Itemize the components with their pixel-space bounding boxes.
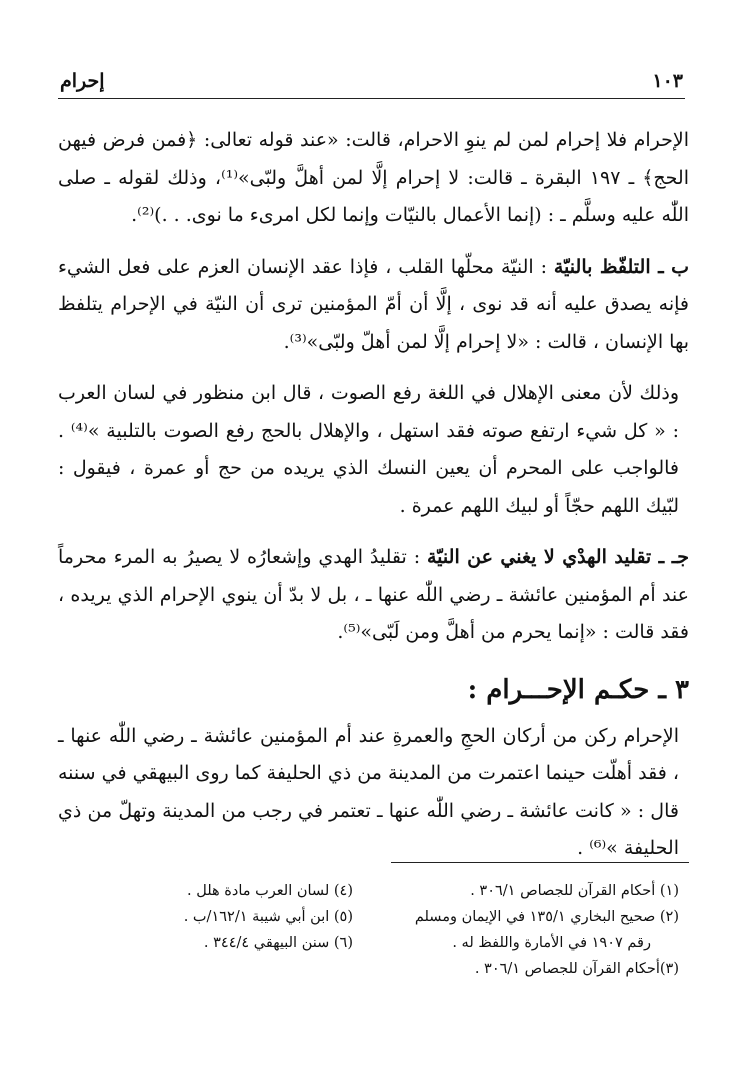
- paragraph-1: الإحرام فلا إحرام لمن لم ينوِ الاحرام، قالت: «عند قوله تعالى: ﴿فمن فرض فيهن الحج﴾ ـ ١٩٧ البقرة ـ قالت: لا إحرام إلَّا لمن أهلَّ ولبّى»⁽¹⁾، وذلك لقوله ـ صلى اللّٰه عليه وسلَّم ـ : (إنما الأعمال بالنيّات وإنما لكل امرىء ما نوى. . .)⁽²⁾.: [58, 129, 689, 226]
- section-3-heading: ٣ ـ حكـم الإحـــرام :: [467, 674, 689, 705]
- paragraph-3: وذلك لأن معنى الإهلال في اللغة رفع الصوت ، قال ابن منظور في لسان العرب : « كل شيء ارتفع صوته فقد استهل ، والإهلال بالحج رفع الصوت بالتلبية »⁽⁴⁾ . فالواجب على المحرم أن يعين النسك الذي يريده من حج أو عمرة ، فيقول : لبّيك اللهم حجّاً أو لبيك اللهم عمرة .: [58, 382, 679, 517]
- paragraph-4-text: : تقليدُ الهدي وإشعارُه لا يصيرُ به المرء محرماً عند أم المؤمنين عائشة ـ رضي اللّٰه عنها ـ ، بل لا بدّ أن ينوي الإحرام الذي يريده ، فقد قالت : «إنما يحرم من أهلَّ ومن لَبّى»⁽⁵⁾.: [58, 546, 689, 643]
- footnote-divider: [391, 862, 689, 863]
- footnote-2: (٢) صحيح البخاري ١٣٥/١ في الإيمان ومسلم: [414, 909, 679, 925]
- footnotes-right-column: [359, 878, 679, 982]
- running-header: [58, 68, 685, 99]
- paragraph-5: الإحرام ركن من أركان الحجِ والعمرةِ عند أم المؤمنين عائشة ـ رضي اللّٰه عنها ـ ، فقد أهلّت حينما اعتمرت من المدينة من ذي الحليفة كما روى البيهقي في سننه قال : « كانت عائشة ـ رضي اللّٰه عنها ـ تعتمر في رجب من المدينة وتهلّ من ذي الحليفة »⁽⁶⁾ .: [58, 724, 679, 859]
- footnote-1: (١) أحكام القرآن للجصاص ٣٠٦/١ .: [470, 883, 679, 899]
- paragraph-2: [58, 249, 689, 362]
- paragraph-4: [58, 539, 689, 652]
- footnotes-left-column: [53, 878, 353, 956]
- footnote-4: (٤) لسان العرب مادة هلل .: [187, 883, 353, 899]
- paragraph-2-text: : النيّة محلّها القلب ، فإذا عقد الإنسان العزم على فعل الشيء فإنه يصدق عليه أنه قد نوى ، إلَّا أن أمّ المؤمنين ترى أن النيّة في الإحرام يتلفظ بها الإنسان ، قالت : «لا إحرام إلَّا لمن أهلّ ولبّى»⁽³⁾.: [58, 255, 689, 353]
- subsection-b-heading: ب ـ التلفّظ بالنيّة: [553, 255, 689, 278]
- page-number: ١٠٣: [652, 70, 683, 92]
- footnote-6: (٦) سنن البيهقي ٣٤٤/٤ .: [203, 935, 353, 951]
- running-title: إحرام: [60, 70, 105, 92]
- footnote-2-continued: رقم ١٩٠٧ في الأمارة واللفظ له .: [452, 935, 651, 951]
- footnote-3: (٣)أحكام القرآن للجصاص ٣٠٦/١ .: [474, 961, 679, 977]
- footnote-5: (٥) ابن أبي شيبة ١٦٢/١/ب .: [183, 909, 353, 925]
- main-text: [58, 122, 689, 868]
- subsection-c-heading: جـ ـ تقليد الهدْي لا يغني عن النيّة: [427, 546, 690, 568]
